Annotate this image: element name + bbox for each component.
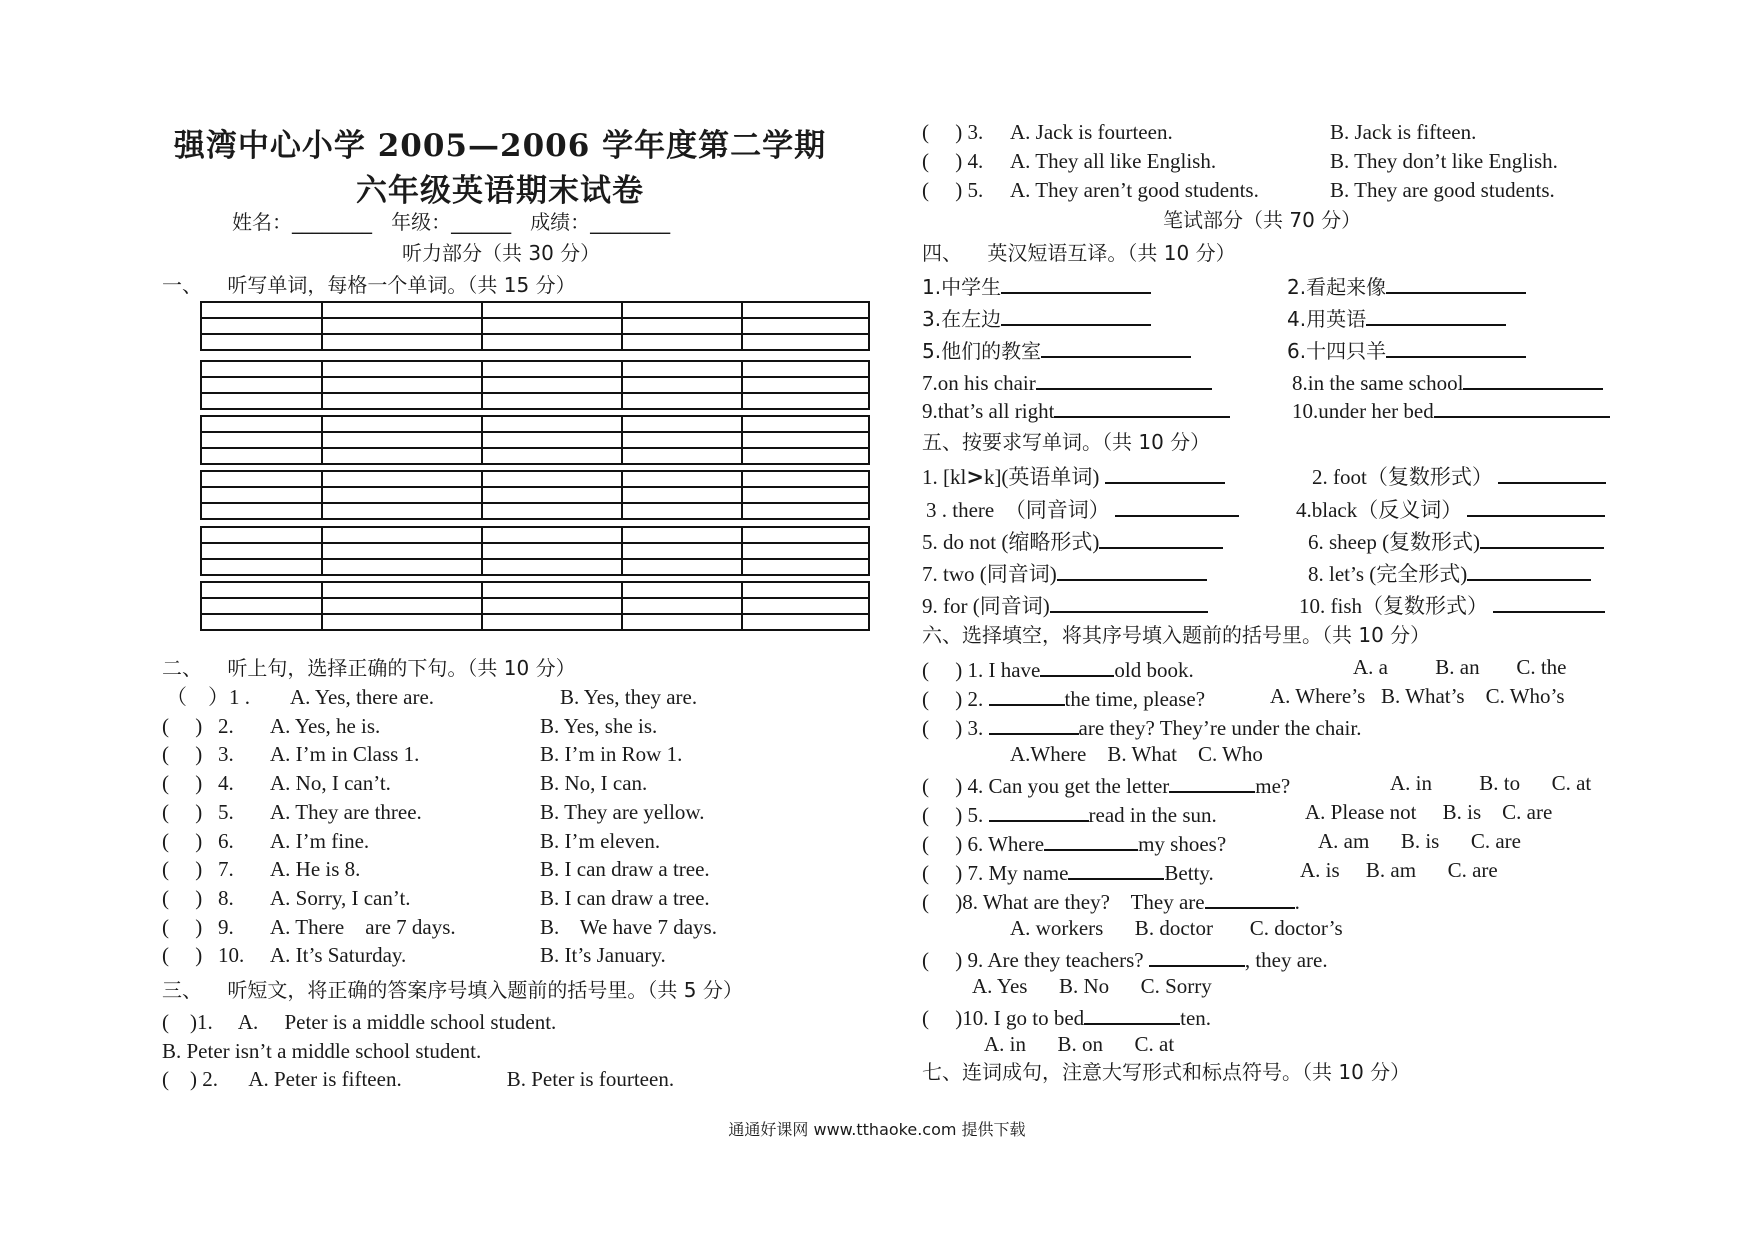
answer-blank[interactable] bbox=[1498, 462, 1606, 484]
dictation-cell[interactable] bbox=[201, 614, 322, 630]
dictation-cell[interactable] bbox=[482, 361, 622, 377]
part5-item-10: 10. fish（复数形式） bbox=[1299, 591, 1605, 618]
part6-options-9: A. Yes B. No C. Sorry bbox=[972, 974, 1212, 998]
part1-heading: 一、 听写单词，每格一个单词。（共 15 分） bbox=[162, 273, 576, 297]
option-b: B. I can draw a tree. bbox=[540, 857, 710, 881]
dictation-cell[interactable] bbox=[482, 598, 622, 614]
dictation-cell[interactable] bbox=[201, 448, 322, 464]
dictation-cell[interactable] bbox=[482, 582, 622, 598]
option-b: B. Jack is fifteen. bbox=[1330, 120, 1477, 144]
dictation-cell[interactable] bbox=[201, 393, 322, 409]
answer-blank[interactable] bbox=[1493, 591, 1605, 613]
part6-options-6: A. am B. is C. are bbox=[1318, 829, 1521, 853]
dictation-cell[interactable] bbox=[201, 302, 322, 318]
answer-bracket[interactable]: ( ) 3. bbox=[162, 742, 234, 766]
dictation-cell[interactable] bbox=[622, 393, 743, 409]
part6-options-7: A. is B. am C. are bbox=[1300, 858, 1498, 882]
dictation-cell[interactable] bbox=[482, 487, 622, 503]
dictation-cell[interactable] bbox=[742, 448, 869, 464]
answer-blank[interactable] bbox=[989, 684, 1065, 706]
part6-question-1: ( ) 1. I have old book. bbox=[922, 655, 1194, 682]
dictation-cell[interactable] bbox=[742, 377, 869, 393]
dictation-cell[interactable] bbox=[322, 598, 482, 614]
dictation-cell[interactable] bbox=[622, 432, 743, 448]
dictation-cell[interactable] bbox=[622, 487, 743, 503]
part6-question-2: ( ) 2. the time, please? bbox=[922, 684, 1205, 711]
answer-bracket[interactable]: ( ) 6. bbox=[162, 829, 234, 853]
part3-line: ( )1. A. Peter is a middle school student. bbox=[162, 1010, 557, 1034]
dictation-cell[interactable] bbox=[322, 527, 482, 543]
part6-question-8: ( )8. What are they? They are . bbox=[922, 887, 1300, 914]
part5-item-2: 2. foot（复数形式） bbox=[1312, 462, 1606, 489]
dictation-cell[interactable] bbox=[622, 503, 743, 519]
dictation-cell[interactable] bbox=[322, 377, 482, 393]
part6-question-3: ( ) 3. are they? They’re under the chair. bbox=[922, 713, 1361, 740]
option-a: A. Jack is fourteen. bbox=[1010, 120, 1173, 144]
dictation-cell[interactable] bbox=[322, 543, 482, 559]
part5-item-9: 9. for (同音词) bbox=[922, 591, 1208, 618]
dictation-cell[interactable] bbox=[322, 393, 482, 409]
answer-blank[interactable] bbox=[1040, 655, 1114, 677]
part4-item bbox=[1292, 368, 1603, 395]
option-a: A. They all like English. bbox=[1010, 149, 1217, 173]
exam-subtitle: 六年级英语期末试卷 bbox=[356, 173, 644, 209]
option-b: B. We have 7 days. bbox=[540, 915, 717, 939]
answer-bracket[interactable]: ( ) 8. bbox=[162, 886, 234, 910]
part4-item bbox=[1287, 304, 1506, 331]
answer-blank[interactable] bbox=[1001, 272, 1151, 294]
answer-blank[interactable] bbox=[1068, 858, 1164, 880]
part6-options-4: A. in B. to C. at bbox=[1390, 771, 1592, 795]
dictation-cell[interactable] bbox=[742, 393, 869, 409]
answer-bracket[interactable]: ( ) 2. bbox=[162, 714, 234, 738]
dictation-cell[interactable] bbox=[201, 543, 322, 559]
dictation-cell[interactable] bbox=[322, 318, 482, 334]
writing-section-header: 笔试部分（共 70 分） bbox=[1163, 208, 1362, 232]
dictation-cell[interactable] bbox=[201, 582, 322, 598]
part5-item-7: 7. two (同音词) bbox=[922, 559, 1207, 586]
dictation-cell[interactable] bbox=[201, 487, 322, 503]
part6-options-5: A. Please not B. is C. are bbox=[1305, 800, 1553, 824]
answer-blank[interactable] bbox=[989, 713, 1079, 735]
answer-blank[interactable] bbox=[1054, 396, 1230, 418]
dictation-cell[interactable] bbox=[322, 503, 482, 519]
option-b: B. They are good students. bbox=[1330, 178, 1555, 202]
dictation-cell[interactable] bbox=[622, 582, 743, 598]
dictation-cell[interactable] bbox=[482, 416, 622, 432]
option-b: B. Yes, she is. bbox=[540, 714, 658, 738]
dictation-cell[interactable] bbox=[482, 377, 622, 393]
part6-options-10: A. in B. on C. at bbox=[984, 1032, 1175, 1056]
answer-blank[interactable] bbox=[1205, 887, 1295, 909]
part5-item-4: 4.black（反义词） bbox=[1296, 495, 1605, 522]
dictation-cell[interactable] bbox=[622, 598, 743, 614]
dictation-cell[interactable] bbox=[622, 471, 743, 487]
dictation-cell[interactable] bbox=[201, 377, 322, 393]
part5-item-1: 1. [kl>k](英语单词) bbox=[922, 462, 1225, 489]
dictation-cell[interactable] bbox=[742, 471, 869, 487]
answer-blank[interactable] bbox=[1099, 527, 1223, 549]
dictation-cell[interactable] bbox=[622, 416, 743, 432]
option-a: A. There are 7 days. bbox=[270, 915, 456, 939]
dictation-cell[interactable] bbox=[322, 448, 482, 464]
part6-question-7: ( ) 7. My name Betty. bbox=[922, 858, 1214, 885]
footer-credit: 通通好课网 www.tthaoke.com 提供下载 bbox=[728, 1120, 1026, 1139]
dictation-cell[interactable] bbox=[742, 318, 869, 334]
dictation-cell[interactable] bbox=[742, 559, 869, 575]
part4-item bbox=[1292, 396, 1610, 423]
answer-bracket[interactable]: ( ) 5. bbox=[162, 800, 234, 824]
part5-item-6: 6. sheep (复数形式) bbox=[1308, 527, 1604, 554]
option-b: B. Yes, they are. bbox=[560, 685, 698, 709]
dictation-cell[interactable] bbox=[742, 302, 869, 318]
answer-bracket[interactable]: ( ) 9. bbox=[162, 915, 234, 939]
answer-blank[interactable] bbox=[1044, 829, 1138, 851]
dictation-cell[interactable] bbox=[201, 334, 322, 350]
dictation-cell[interactable] bbox=[201, 361, 322, 377]
dictation-cell[interactable] bbox=[482, 471, 622, 487]
option-a: A. Sorry, I can’t. bbox=[270, 886, 411, 910]
part4-item bbox=[1287, 336, 1526, 363]
dictation-cell[interactable] bbox=[482, 432, 622, 448]
dictation-cell[interactable] bbox=[742, 416, 869, 432]
phrase-text: 5.他们的教室 bbox=[922, 339, 1042, 363]
answer-blank[interactable] bbox=[1366, 304, 1506, 326]
phrase-text: 7.on his chair bbox=[922, 371, 1036, 395]
dictation-cell[interactable] bbox=[742, 527, 869, 543]
option-a: A. I’m fine. bbox=[270, 829, 370, 853]
dictation-cell[interactable] bbox=[742, 432, 869, 448]
dictation-grid bbox=[200, 360, 870, 410]
answer-blank[interactable] bbox=[1386, 336, 1526, 358]
part5-item-8: 8. let’s (完全形式) bbox=[1308, 559, 1591, 586]
dictation-cell[interactable] bbox=[622, 527, 743, 543]
answer-blank[interactable] bbox=[1480, 527, 1604, 549]
dictation-cell[interactable] bbox=[482, 503, 622, 519]
answer-blank[interactable] bbox=[1149, 945, 1245, 967]
dictation-cell[interactable] bbox=[322, 432, 482, 448]
option-b: B. They are yellow. bbox=[540, 800, 705, 824]
dictation-cell[interactable] bbox=[742, 582, 869, 598]
answer-blank[interactable] bbox=[1084, 1003, 1180, 1025]
dictation-cell[interactable] bbox=[622, 318, 743, 334]
part3-heading: 三、 听短文，将正确的答案序号填入题前的括号里。（共 5 分） bbox=[162, 978, 743, 1002]
dictation-cell[interactable] bbox=[322, 559, 482, 575]
dictation-cell[interactable] bbox=[201, 416, 322, 432]
part3-line: ( ) 2. A. Peter is fifteen. B. Peter is fourteen. bbox=[162, 1067, 675, 1091]
dictation-cell[interactable] bbox=[482, 302, 622, 318]
dictation-cell[interactable] bbox=[622, 448, 743, 464]
part6-question-10: ( )10. I go to bed ten. bbox=[922, 1003, 1211, 1030]
phrase-text: 10.under her bed bbox=[1292, 399, 1434, 423]
answer-bracket[interactable]: ( ) 4. bbox=[922, 149, 984, 173]
option-a: A. They are three. bbox=[270, 800, 422, 824]
part4-item bbox=[922, 336, 1191, 363]
phrase-text: 3.在左边 bbox=[922, 307, 1002, 331]
part6-question-5: ( ) 5. read in the sun. bbox=[922, 800, 1217, 827]
dictation-cell[interactable] bbox=[482, 334, 622, 350]
dictation-cell[interactable] bbox=[622, 334, 743, 350]
dictation-cell[interactable] bbox=[742, 598, 869, 614]
dictation-cell[interactable] bbox=[622, 614, 743, 630]
option-b: B. No, I can. bbox=[540, 771, 648, 795]
part2-heading: 二、 听上句，选择正确的下句。（共 10 分） bbox=[162, 656, 576, 680]
option-a: A. They aren’t good students. bbox=[1010, 178, 1259, 202]
part7-heading: 七、连词成句，注意大写形式和标点符号。（共 10 分） bbox=[922, 1060, 1411, 1084]
dictation-cell[interactable] bbox=[201, 503, 322, 519]
answer-blank[interactable] bbox=[1041, 336, 1191, 358]
part6-question-6: ( ) 6. Where my shoes? bbox=[922, 829, 1226, 856]
dictation-cell[interactable] bbox=[201, 318, 322, 334]
option-b: B. I can draw a tree. bbox=[540, 886, 710, 910]
dictation-cell[interactable] bbox=[322, 361, 482, 377]
dictation-cell[interactable] bbox=[622, 302, 743, 318]
answer-bracket[interactable]: ( ) 7. bbox=[162, 857, 234, 881]
option-a: A. I’m in Class 1. bbox=[270, 742, 420, 766]
dictation-cell[interactable] bbox=[322, 614, 482, 630]
dictation-cell[interactable] bbox=[322, 487, 482, 503]
phrase-text: 2.看起来像 bbox=[1287, 275, 1387, 299]
part6-options-3: A.Where B. What C. Who bbox=[1010, 742, 1263, 766]
phrase-text: 4.用英语 bbox=[1287, 307, 1367, 331]
dictation-grid bbox=[200, 470, 870, 520]
option-a: A. Yes, there are. bbox=[290, 685, 435, 709]
dictation-cell[interactable] bbox=[622, 361, 743, 377]
option-b: B. I’m in Row 1. bbox=[540, 742, 683, 766]
answer-blank[interactable] bbox=[1115, 495, 1239, 517]
option-b: B. I’m eleven. bbox=[540, 829, 661, 853]
dictation-cell[interactable] bbox=[742, 487, 869, 503]
phrase-text: 9.that’s all right bbox=[922, 399, 1055, 423]
part6-options-8: A. workers B. doctor C. doctor’s bbox=[1010, 916, 1343, 940]
dictation-cell[interactable] bbox=[742, 361, 869, 377]
dictation-cell[interactable] bbox=[482, 543, 622, 559]
answer-blank[interactable] bbox=[1050, 591, 1208, 613]
answer-blank[interactable] bbox=[1463, 368, 1603, 390]
part4-item bbox=[922, 304, 1151, 331]
dictation-grid bbox=[200, 301, 870, 351]
exam-title: 强湾中心小学 2005—2006 学年度第二学期 bbox=[173, 128, 827, 164]
phrase-text: 6.十四只羊 bbox=[1287, 339, 1387, 363]
answer-blank[interactable] bbox=[1001, 304, 1151, 326]
dictation-cell[interactable] bbox=[482, 614, 622, 630]
dictation-cell[interactable] bbox=[201, 559, 322, 575]
dictation-cell[interactable] bbox=[742, 503, 869, 519]
option-a: A. Yes, he is. bbox=[270, 714, 381, 738]
dictation-cell[interactable] bbox=[322, 334, 482, 350]
dictation-cell[interactable] bbox=[322, 471, 482, 487]
option-a: A. He is 8. bbox=[270, 857, 361, 881]
option-b: B. They don’t like English. bbox=[1330, 149, 1558, 173]
dictation-cell[interactable] bbox=[622, 543, 743, 559]
part6-options-2: A. Where’s B. What’s C. Who’s bbox=[1270, 684, 1565, 708]
answer-bracket[interactable]: （ ）1 . bbox=[166, 685, 250, 709]
answer-blank[interactable] bbox=[1057, 559, 1207, 581]
part4-item bbox=[922, 396, 1230, 423]
dictation-grid bbox=[200, 526, 870, 576]
dictation-cell[interactable] bbox=[322, 582, 482, 598]
dictation-cell[interactable] bbox=[742, 543, 869, 559]
dictation-cell[interactable] bbox=[322, 302, 482, 318]
answer-blank[interactable] bbox=[1105, 462, 1225, 484]
part5-item-3: 3 . there （同音词） bbox=[926, 495, 1239, 522]
answer-bracket[interactable]: ( ) 5. bbox=[922, 178, 984, 202]
answer-blank[interactable] bbox=[1386, 272, 1526, 294]
option-b: B. It’s January. bbox=[540, 943, 666, 967]
dictation-cell[interactable] bbox=[742, 334, 869, 350]
answer-blank[interactable] bbox=[1434, 396, 1610, 418]
option-a: A. No, I can’t. bbox=[270, 771, 391, 795]
dictation-cell[interactable] bbox=[622, 377, 743, 393]
part6-question-4: ( ) 4. Can you get the letter me? bbox=[922, 771, 1290, 798]
dictation-grid bbox=[200, 415, 870, 465]
part3-line: B. Peter isn’t a middle school student. bbox=[162, 1039, 482, 1063]
dictation-cell[interactable] bbox=[482, 318, 622, 334]
dictation-cell[interactable] bbox=[482, 393, 622, 409]
dictation-cell[interactable] bbox=[322, 416, 482, 432]
dictation-grid bbox=[200, 581, 870, 631]
dictation-cell[interactable] bbox=[742, 614, 869, 630]
dictation-cell[interactable] bbox=[201, 432, 322, 448]
dictation-cell[interactable] bbox=[622, 559, 743, 575]
part5-heading: 五、按要求写单词。（共 10 分） bbox=[922, 430, 1211, 454]
answer-blank[interactable] bbox=[1169, 771, 1255, 793]
student-info-line: 姓名：________ 年级：______ 成绩：________ bbox=[232, 210, 671, 234]
answer-blank[interactable] bbox=[1467, 495, 1605, 517]
part4-heading: 四、 英汉短语互译。（共 10 分） bbox=[922, 241, 1236, 265]
dictation-cell[interactable] bbox=[201, 471, 322, 487]
dictation-cell[interactable] bbox=[482, 448, 622, 464]
part5-item-5: 5. do not (缩略形式) bbox=[922, 527, 1223, 554]
answer-blank[interactable] bbox=[1036, 368, 1212, 390]
option-a: A. It’s Saturday. bbox=[270, 943, 407, 967]
phrase-text: 8.in the same school bbox=[1292, 371, 1464, 395]
phrase-text: 1.中学生 bbox=[922, 275, 1002, 299]
phonetic-symbol-icon: > bbox=[966, 465, 984, 489]
dictation-cell[interactable] bbox=[482, 527, 622, 543]
part4-item bbox=[1287, 272, 1526, 299]
dictation-cell[interactable] bbox=[482, 559, 622, 575]
answer-bracket[interactable]: ( ) 10. bbox=[162, 943, 245, 967]
part4-item bbox=[922, 272, 1151, 299]
answer-bracket[interactable]: ( ) 3. bbox=[922, 120, 984, 144]
part6-question-9: ( ) 9. Are they teachers? , they are. bbox=[922, 945, 1328, 972]
part6-options-1: A. a B. an C. the bbox=[1353, 655, 1567, 679]
answer-blank[interactable] bbox=[989, 800, 1089, 822]
listening-section-header: 听力部分（共 30 分） bbox=[402, 241, 601, 265]
part6-heading: 六、选择填空，将其序号填入题前的括号里。（共 10 分） bbox=[922, 623, 1431, 647]
answer-bracket[interactable]: ( ) 4. bbox=[162, 771, 234, 795]
answer-blank[interactable] bbox=[1467, 559, 1591, 581]
dictation-cell[interactable] bbox=[201, 527, 322, 543]
part4-item bbox=[922, 368, 1212, 395]
dictation-cell[interactable] bbox=[201, 598, 322, 614]
